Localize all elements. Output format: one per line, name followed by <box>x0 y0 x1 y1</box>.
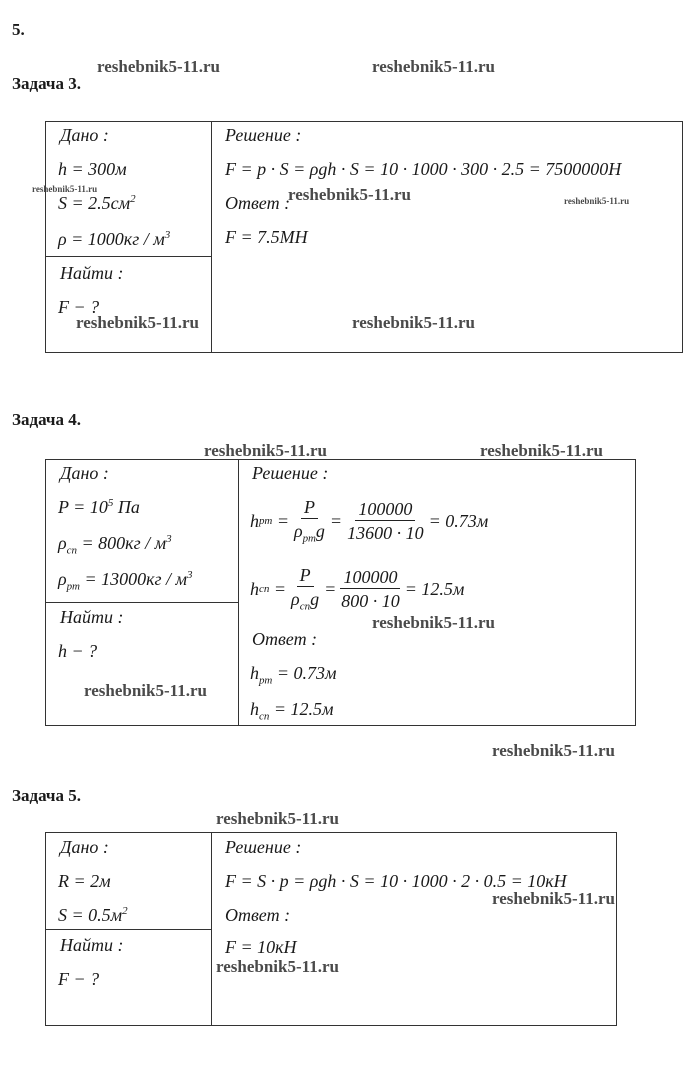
watermark: reshebnik5-11.ru <box>372 613 495 632</box>
find-label: Найти : <box>60 263 124 283</box>
divider <box>211 122 212 352</box>
solution-line-mercury: h рт = $\frac{P}{\rho_{рт}g}$ = $\frac{100000}{13600 \cdot 10}$ = 0.73м <box>250 496 489 545</box>
answer-line: F = 10кН <box>225 937 297 957</box>
watermark: reshebnik5-11.ru <box>97 57 220 76</box>
watermark: reshebnik5-11.ru <box>32 184 98 194</box>
given-density-mercury: $\rho_{рт} = 13000кг / м^3$ <box>58 569 193 593</box>
answer-label: Ответ : <box>225 905 291 925</box>
watermark: reshebnik5-11.ru <box>480 441 603 460</box>
divider <box>46 602 238 603</box>
given-density-oil: $\rho_{сп} = 800кг / м^3$ <box>58 533 172 557</box>
divider <box>238 460 239 725</box>
find-value: F − ? <box>58 297 100 317</box>
solution-line: F = p · S = ρgh · S = 10 · 1000 · 300 · 2.5 = 7500000H <box>225 159 622 179</box>
page-number: 5. <box>12 20 25 39</box>
answer-line-oil: $h_{сп} = 12.5м$ <box>250 699 334 723</box>
solution-label: Решение : <box>225 837 302 857</box>
given-label: Дано : <box>60 837 109 857</box>
given-area: $S = 0.5м^2$ <box>58 905 128 925</box>
watermark: reshebnik5-11.ru <box>372 57 495 76</box>
given-area: $S = 2.5см^2$ <box>58 193 136 213</box>
given-label: Дано : <box>60 125 109 145</box>
given-height: h = 300м <box>58 159 127 179</box>
watermark: reshebnik5-11.ru <box>216 957 339 976</box>
answer-line: F = 7.5MH <box>225 227 308 247</box>
watermark: reshebnik5-11.ru <box>492 741 615 760</box>
solution-label: Решение : <box>225 125 302 145</box>
find-value: F − ? <box>58 969 100 989</box>
answer-label: Ответ : <box>252 629 318 649</box>
problem-4-title: Задача 4. <box>12 410 81 429</box>
solution-line: F = S · p = ρgh · S = 10 · 1000 · 2 · 0.5 = 10кН <box>225 871 567 891</box>
watermark: reshebnik5-11.ru <box>76 313 199 332</box>
divider <box>46 929 211 930</box>
watermark: reshebnik5-11.ru <box>216 809 339 828</box>
find-value: h − ? <box>58 641 98 661</box>
problem-5-table <box>45 832 617 1026</box>
given-label: Дано : <box>60 463 109 483</box>
divider <box>46 256 211 257</box>
solution-label: Решение : <box>252 463 329 483</box>
given-pressure: $P = 10^5$ Па <box>58 497 140 517</box>
answer-line-mercury: $h_{рт} = 0.73м$ <box>250 663 337 687</box>
divider <box>211 833 212 1025</box>
given-density: $\rho = 1000кг / м^3$ <box>58 229 171 249</box>
find-label: Найти : <box>60 607 124 627</box>
watermark: reshebnik5-11.ru <box>84 681 207 700</box>
find-label: Найти : <box>60 935 124 955</box>
watermark: reshebnik5-11.ru <box>288 185 411 204</box>
problem-3-title: Задача 3. <box>12 74 81 93</box>
answer-label: Ответ : <box>225 193 291 213</box>
watermark: reshebnik5-11.ru <box>204 441 327 460</box>
given-radius: R = 2м <box>58 871 111 891</box>
watermark: reshebnik5-11.ru <box>352 313 475 332</box>
watermark: reshebnik5-11.ru <box>492 889 615 908</box>
problem-5-title: Задача 5. <box>12 786 81 805</box>
watermark: reshebnik5-11.ru <box>564 196 630 206</box>
solution-line-oil: h сп = $\frac{P}{\rho_{сп}g}$ = $\frac{100000}{800 \cdot 10}$ = 12.5м <box>250 564 465 613</box>
